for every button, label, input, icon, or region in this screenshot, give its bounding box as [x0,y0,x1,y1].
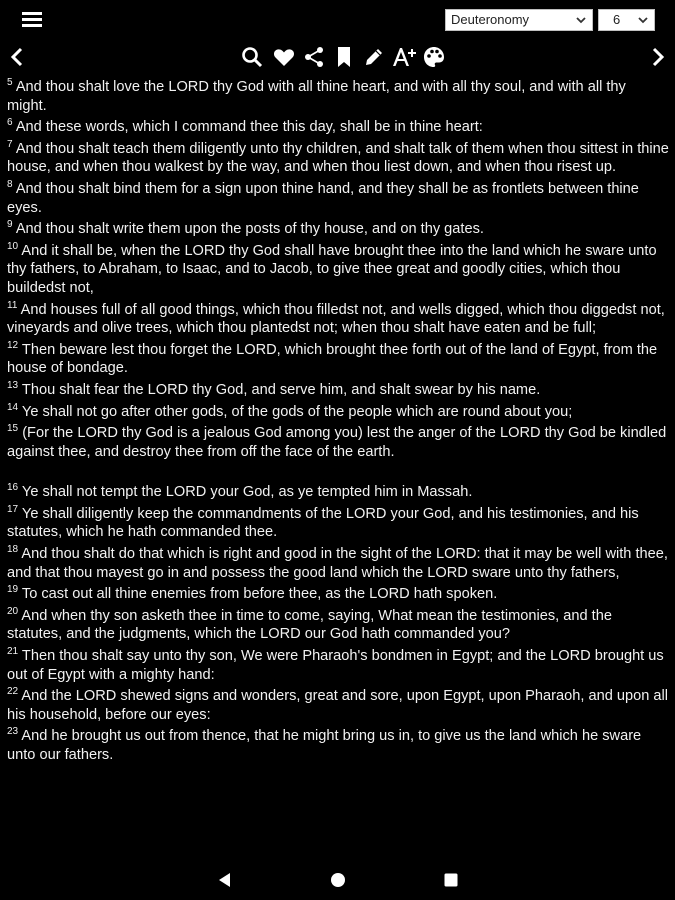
verse-number: 19 [7,584,19,596]
verse-number: 15 [7,423,19,435]
verse-text: And houses full of all good things, which thou filledst not, and wells digged, which thou diggedst not, vineyards and olive trees, which thou plantedst not; when thou shalt have eaten and be full; [7,301,665,337]
book-select[interactable] [445,9,593,31]
verse-number: 6 [7,117,13,129]
verse-text: Then beware lest thou forget the LORD, which brought thee forth out of the land of Egypt, from the house of bondage. [7,341,658,377]
back-triangle-icon[interactable] [215,870,235,890]
verse-number: 7 [7,138,13,150]
verse[interactable] [7,505,669,542]
verse-text: Ye shall diligently keep the commandments of the LORD your God, and his testimonies, and his statutes, which he hath commanded thee. [7,505,639,541]
verse[interactable] [7,180,669,217]
verse-number: 16 [7,482,19,494]
verse-text: (For the LORD thy God is a jealous God among you) lest the anger of the LORD thy God be kindled against thee, and destroy thee from off the face of the earth. [7,425,667,460]
verse-number: 17 [7,504,19,516]
verse-number: 18 [7,544,19,556]
verse[interactable] [7,118,669,137]
verse-text: Ye shall not go after other gods, of the gods of the people which are round about you; [21,403,573,420]
verse[interactable] [7,647,669,684]
verse-text: And thou shalt do that which is right and good in the sight of the LORD: that it may be well with thee, and that thou mayest go in and possess the good land which the LORD sware unto thy fathers, [7,546,668,581]
verse-number: 23 [7,726,19,738]
verse-number: 10 [7,240,19,252]
chapter-select[interactable] [598,9,655,31]
chapter-text [7,78,669,768]
verse[interactable] [7,607,669,644]
verse[interactable] [7,545,669,582]
verse-text: And he brought us out from thence, that he might bring us in, to give us the land which he sware unto our fathers. [7,728,642,763]
verse[interactable] [7,242,669,298]
verse-number: 22 [7,686,19,698]
bookmark-icon[interactable] [331,44,357,70]
verse-text: And thou shalt write them upon the posts of thy house, and on thy gates. [15,221,484,238]
share-icon[interactable] [301,44,327,70]
search-icon[interactable] [239,44,265,70]
verse-text: And when thy son asketh thee in time to come, saying, What mean the testimonies, and the statutes, and the judgments, which the LORD our God hath commanded you? [7,607,612,643]
heart-icon[interactable] [271,44,297,70]
verse-number: 21 [7,646,19,658]
verse-number: 8 [7,179,13,191]
verse-number: 13 [7,380,19,392]
hamburger-menu-icon[interactable] [22,12,42,28]
verse-text: And thou shalt love the LORD thy God with all thine heart, and with all thy soul, and with all thy might. [7,79,626,114]
chevron-down-icon [637,13,649,27]
top-bar [0,0,675,40]
chevron-down-icon [575,13,587,27]
verse-text: Then thou shalt say unto thy son, We were Pharaoh's bondmen in Egypt; and the LORD brought us out of Egypt with a mighty hand: [7,648,664,683]
chevron-left-icon[interactable] [4,44,30,70]
verse[interactable] [7,220,669,239]
verse-text: And the LORD shewed signs and wonders, great and sore, upon Egypt, upon Pharaoh, and upon all his household, before our eyes: [7,688,668,723]
verse-number: 12 [7,339,19,351]
verse[interactable] [7,78,669,115]
verse[interactable] [7,585,669,604]
palette-icon[interactable] [421,44,447,70]
verse-number: 20 [7,605,19,617]
verse-number: 5 [7,77,13,89]
verse-text: And thou shalt teach them diligently unto thy children, and shalt talk of them when thou sittest in thine house, and when thou walkest by the way, and when thou liest down, and when thou risest up. [7,140,669,176]
verse[interactable] [7,687,669,724]
verse-text: To cast out all thine enemies from before thee, as the LORD hath spoken. [21,586,498,603]
recents-square-icon[interactable] [441,870,461,890]
verse[interactable] [7,403,669,422]
verse-number: 14 [7,401,19,413]
verse-text: And thou shalt bind them for a sign upon thine hand, and they shall be as frontlets between thine eyes. [7,180,639,216]
verse[interactable] [7,381,669,400]
verse-text: Thou shalt fear the LORD thy God, and serve him, and shalt swear by his name. [21,381,541,398]
chevron-right-icon[interactable] [645,44,671,70]
font-size-icon[interactable] [391,44,417,70]
system-navigation-bar [0,860,675,900]
verse-text: Ye shall not tempt the LORD your God, as ye tempted him in Massah. [21,484,473,501]
verse[interactable] [7,140,669,177]
toolbar [0,40,675,76]
home-circle-icon[interactable] [328,870,348,890]
verse[interactable] [7,341,669,378]
book-select-value: Deuteronomy [451,12,530,27]
pencil-icon[interactable] [361,44,387,70]
verse-number: 9 [7,219,13,231]
verse-number: 11 [7,299,18,311]
verse-text: And it shall be, when the LORD thy God shall have brought thee into the land which he sware unto thy fathers, to Abraham, to Isaac, and to Jacob, to give thee great and goodly cities, which thou buildedst not, [7,242,657,296]
verse[interactable] [7,301,669,338]
verse[interactable] [7,727,669,764]
verse-text: And these words, which I command thee this day, shall be in thine heart: [15,119,483,136]
verse[interactable] [7,424,669,461]
chapter-select-value: 6 [613,12,621,27]
verse[interactable] [7,483,669,502]
